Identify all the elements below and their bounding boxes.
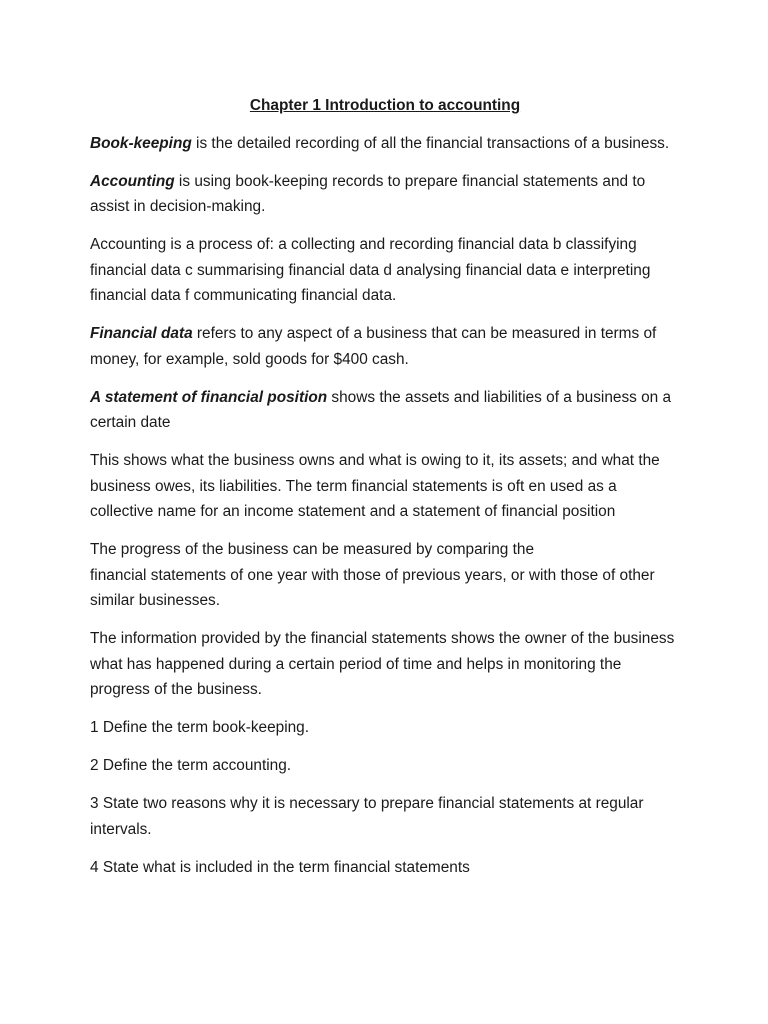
term-statement-of-financial-position: A statement of financial position [90, 388, 328, 406]
definition-book-keeping: is the detailed recording of all the financial transactions of a business. [191, 134, 670, 152]
chapter-title: Chapter 1 Introduction to accounting [249, 97, 521, 114]
paragraph-financial-data [90, 321, 680, 372]
definition-financial-data: refers to any aspect of a business that can be measured in terms of money, for example, sold goods for $400 cash. [90, 325, 657, 368]
definition-statement-of-financial-position: shows the assets and liabilities of a business on a certain date [90, 388, 672, 431]
term-book-keeping: Book-keeping [90, 134, 192, 152]
paragraph-statement-of-financial-position [90, 385, 680, 436]
question-4: 4 State what is included in the term financial statements [90, 858, 470, 876]
document-body [90, 93, 680, 893]
paragraph-information-provided: The information provided by the financial statements shows the owner of the business what has happened during a certain period of time and helps in monitoring the progress of the business. [90, 630, 675, 698]
term-accounting: Accounting [90, 172, 175, 190]
progress-line-2: financial statements of one year with those of previous years, or with those of other similar businesses. [90, 566, 655, 609]
paragraph-progress [90, 537, 680, 614]
paragraph-accounting-process: Accounting is a process of: a collecting and recording financial data b classifying financial data c summarising financial data d analysing financial data e interpreting financial data f communicating financial data. [90, 236, 651, 304]
definition-accounting: is using book-keeping records to prepare financial statements and to assist in decision-making. [90, 172, 646, 215]
question-1: 1 Define the term book-keeping. [90, 719, 310, 736]
paragraph-assets-liabilities: This shows what the business owns and what is owing to it, its assets; and what the business owes, its liabilities. The term financial statements is oft en used as a collective name for an income statement and a statement of financial position [90, 452, 660, 520]
paragraph-accounting [90, 169, 680, 220]
question-3: 3 State two reasons why it is necessary to prepare financial statements at regular intervals. [90, 795, 644, 838]
progress-line-1: The progress of the business can be measured by comparing the [90, 541, 535, 558]
term-financial-data: Financial data [90, 325, 193, 342]
question-2: 2 Define the term accounting. [90, 757, 292, 774]
paragraph-book-keeping [90, 131, 680, 157]
